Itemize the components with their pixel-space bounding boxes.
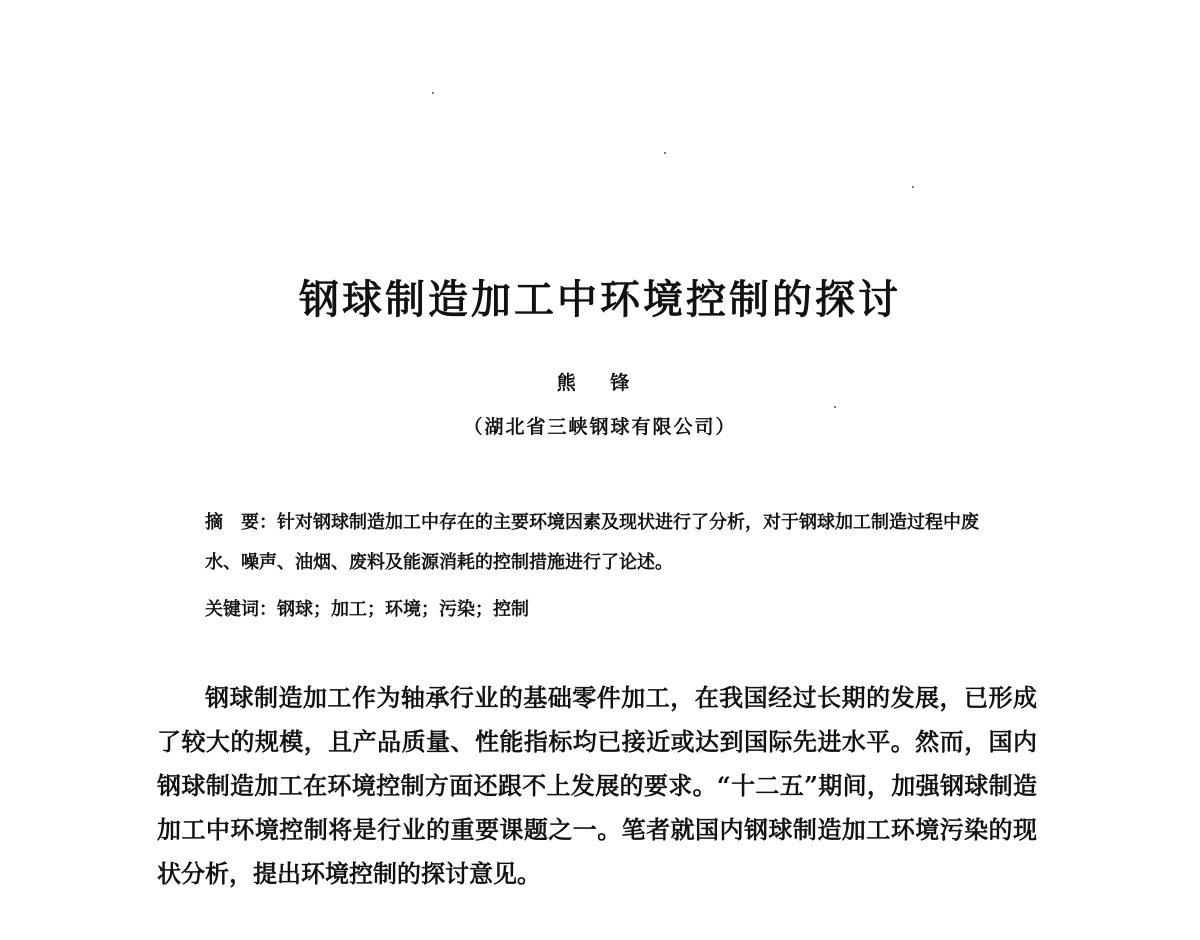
author-name: 熊 锋 <box>556 372 644 394</box>
scan-speck <box>432 92 434 94</box>
abstract-block <box>205 503 995 583</box>
body-paragraph: 钢球制造加工作为轴承行业的基础零件加工，在我国经过长期的发展，已形成了较大的规模，且产品质量、性能指标均已接近或达到国际先进水平。然而，国内钢球制造加工在环境控制方面还跟不上发展的要求。“十二五”期间，加强钢球制造加工中环境控制将是行业的重要课题之一。笔者就国内钢球制造加工环境污染的现状分析，提出环境控制的探讨意见。 <box>157 683 1037 888</box>
abstract-text: 针对钢球制造加工中存在的主要环境因素及现状进行了分析，对于钢球加工制造过程中废水、噪声、油烟、废料及能源消耗的控制措施进行了论述。 <box>205 512 979 573</box>
scan-speck <box>834 406 836 408</box>
paper-title: 钢球制造加工中环境控制的探讨 <box>299 277 901 323</box>
keywords-text: 钢球；加工；环境；污染；控制 <box>277 599 529 620</box>
author-affiliation: （湖北省三峡钢球有限公司） <box>463 416 737 438</box>
scan-speck <box>912 186 914 188</box>
keywords-label: 关键词： <box>205 599 277 620</box>
keywords-block <box>205 590 995 630</box>
scan-speck <box>664 152 666 154</box>
abstract-label: 摘 要： <box>205 512 277 533</box>
